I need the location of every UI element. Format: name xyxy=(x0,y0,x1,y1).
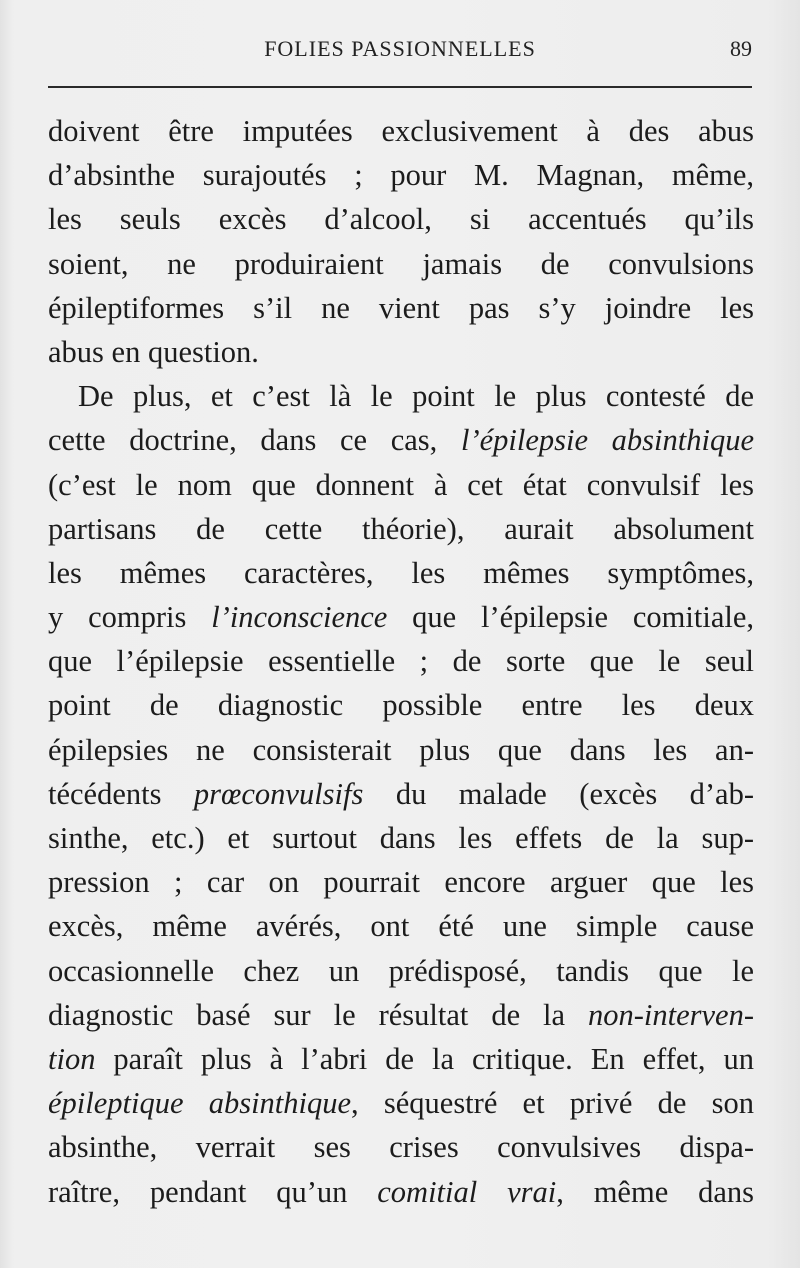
text-run: (c’est le nom que donnent à cet état convulsif les xyxy=(48,467,754,502)
text-run: , même dans xyxy=(556,1174,754,1209)
text-run: doivent être imputées exclusivement à des abus xyxy=(48,114,754,148)
text-line xyxy=(48,639,754,683)
text-line xyxy=(48,683,754,727)
text-run: técédents xyxy=(48,776,194,811)
text-run: pression ; car on pourrait encore arguer que les xyxy=(48,865,754,900)
text-line xyxy=(48,286,754,330)
text-run: épilepsies ne consisterait plus que dans les an- xyxy=(48,732,754,767)
italic-phrase: tion xyxy=(48,1041,96,1076)
text-run: que l’épilepsie essentielle ; de sorte que le seul xyxy=(48,644,754,679)
italic-phrase: non-interven- xyxy=(588,997,754,1032)
text-run: soient, ne produiraient jamais de convulsions xyxy=(48,246,754,281)
text-line xyxy=(48,551,754,595)
text-line xyxy=(48,1037,754,1081)
page-number: 89 xyxy=(730,36,752,61)
text-run: les seuls excès d’alcool, si accentués qu’ils xyxy=(48,202,754,237)
text-run: , séquestré et privé de son xyxy=(351,1086,754,1121)
text-run: diagnostic basé sur le résultat de la xyxy=(48,997,588,1032)
text-line xyxy=(48,463,754,507)
text-run: raître, pendant qu’un xyxy=(48,1174,378,1209)
text-line xyxy=(48,418,754,462)
text-run: partisans de cette théorie), aurait absolument xyxy=(48,511,754,546)
text-line xyxy=(48,153,754,197)
text-line xyxy=(48,197,754,241)
italic-phrase: prœconvulsifs xyxy=(193,776,364,811)
text-line xyxy=(48,1125,754,1169)
text-line xyxy=(48,1170,754,1214)
text-run: épileptiformes s’il ne vient pas s’y joindre les xyxy=(48,290,754,325)
text-line xyxy=(48,109,754,153)
text-run: les mêmes caractères, les mêmes symptômes, xyxy=(48,555,754,590)
text-run: sinthe, etc.) et surtout dans les effets de la sup- xyxy=(48,821,754,855)
body-text xyxy=(48,109,754,1214)
text-run: excès, même avérés, ont été une simple cause xyxy=(48,909,754,944)
text-run: y compris xyxy=(48,600,212,635)
italic-phrase: épileptique absinthique xyxy=(48,1086,352,1121)
running-title: FOLIES PASSIONNELLES xyxy=(264,36,536,61)
text-run: cette doctrine, dans ce cas, xyxy=(48,423,461,458)
text-line xyxy=(48,728,754,772)
text-line xyxy=(48,860,754,904)
text-line xyxy=(48,507,754,551)
text-run: De plus, et c’est là le point le plus contesté de xyxy=(78,379,754,414)
text-line xyxy=(48,949,754,993)
text-run: abus en question. xyxy=(48,334,259,369)
text-run: absinthe, verrait ses crises convulsives dispa- xyxy=(48,1130,754,1165)
text-run: d’absinthe surajoutés ; pour M. Magnan, même, xyxy=(48,158,754,193)
text-line xyxy=(48,993,754,1037)
page-header xyxy=(48,36,752,70)
text-run: du malade (excès d’ab- xyxy=(363,776,754,811)
italic-phrase: l’inconscience xyxy=(211,600,388,635)
text-line xyxy=(48,595,754,639)
text-run: que l’épilepsie comitiale, xyxy=(387,600,754,635)
text-line xyxy=(48,374,754,418)
text-run: paraît plus à l’abri de la critique. En effet, un xyxy=(95,1041,754,1076)
text-run: occasionnelle chez un prédisposé, tandis que le xyxy=(48,953,754,988)
italic-phrase: l’épilepsie absinthique xyxy=(460,423,754,458)
text-line xyxy=(48,772,754,816)
text-line xyxy=(48,1081,754,1125)
text-line xyxy=(48,904,754,948)
text-line xyxy=(48,330,754,374)
text-line xyxy=(48,816,754,860)
text-line xyxy=(48,242,754,286)
italic-phrase: comitial vrai xyxy=(377,1174,557,1209)
header-rule xyxy=(48,86,752,88)
text-run: point de diagnostic possible entre les deux xyxy=(48,688,754,723)
